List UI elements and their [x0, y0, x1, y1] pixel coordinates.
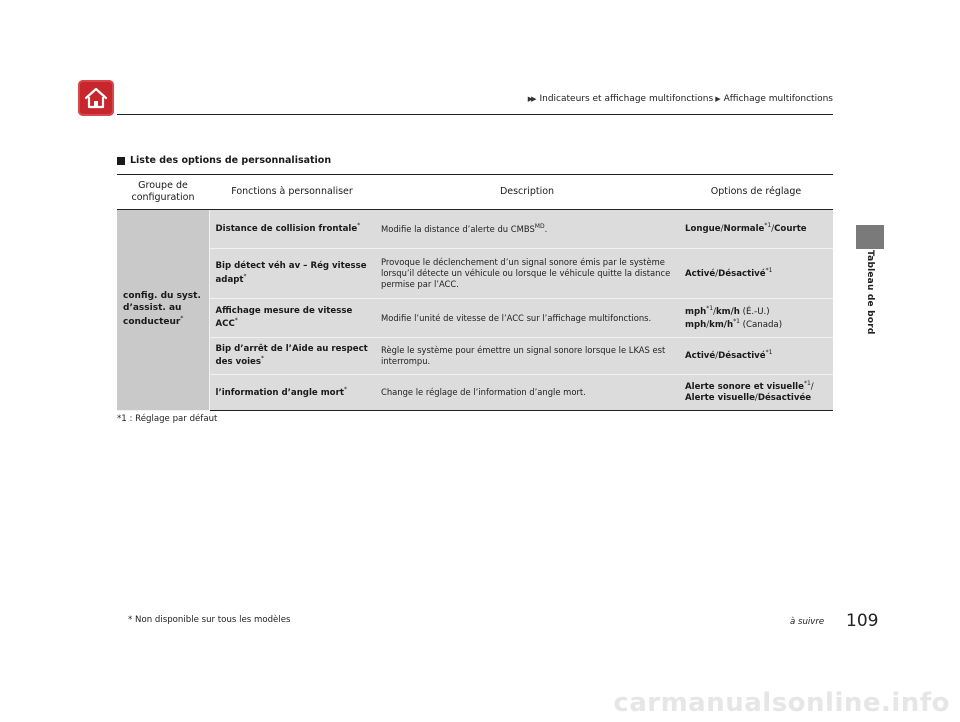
description-cell: Modifie l’unité de vitesse de l’ACC sur l’affichage multifonctions.	[375, 299, 679, 338]
column-header: Description	[375, 175, 679, 210]
side-section-label: Tableau de bord	[865, 250, 875, 335]
table-row	[117, 375, 833, 411]
option-text: Activé	[685, 268, 716, 279]
continued-label: à suivre	[790, 617, 825, 627]
option-text: Longue	[685, 224, 721, 235]
option-text: /	[715, 351, 719, 362]
option-text: (Canada)	[739, 319, 783, 330]
function-cell: l’information d’angle mort*	[209, 375, 375, 411]
watermark-text: carmanualsonline.info	[613, 688, 950, 718]
header-rule	[117, 114, 833, 115]
option-text: /	[706, 319, 710, 330]
table-row	[117, 299, 833, 338]
options-cell	[679, 338, 833, 375]
home-icon	[83, 86, 109, 110]
option-text: Désactivé	[718, 351, 766, 362]
table-header-row	[117, 175, 833, 210]
option-text: /	[713, 306, 716, 317]
default-marker: *1	[733, 318, 740, 325]
section-title-text: Liste des options de personnalisation	[130, 155, 332, 166]
option-text: /	[771, 224, 775, 235]
availability-note: * Non disponible sur tous les modèles	[128, 615, 291, 625]
breadcrumb	[528, 94, 833, 104]
column-header: Fonctions à personnaliser	[209, 175, 375, 210]
option-text: km/h	[715, 306, 740, 317]
option-text: Activé	[685, 351, 716, 362]
function-cell: Bip d’arrêt de l’Aide au respect des voies*	[209, 338, 375, 375]
description-cell: Modifie la distance d’alerte du $CMBS^{MD}$.	[375, 210, 679, 249]
breadcrumb-item[interactable]: Indicateurs et affichage multifonctions	[539, 94, 714, 104]
default-marker: *1	[803, 380, 811, 388]
table-row	[117, 338, 833, 375]
column-header: Groupe de configuration	[117, 175, 209, 210]
asterisk: *	[243, 272, 247, 280]
option-text: km/h	[709, 319, 734, 330]
breadcrumb-arrow-icon: ▶▶	[527, 95, 535, 103]
options-cell	[679, 249, 833, 299]
function-cell: Affichage mesure de vitesse ACC*	[209, 299, 375, 338]
options-table	[117, 174, 833, 411]
asterisk: *	[260, 355, 264, 363]
option-text: Désactivée	[757, 393, 812, 404]
option-text: /	[754, 393, 758, 404]
default-marker: *1	[764, 222, 772, 230]
group-cell	[117, 210, 209, 411]
option-text: Normale	[723, 224, 765, 235]
asterisk: *	[180, 314, 184, 322]
function-cell: Bip détect véh av – Rég vitesse adapt*	[209, 249, 375, 299]
option-text: Alerte sonore et visuelle	[685, 382, 804, 393]
option-text: Désactivé	[718, 268, 766, 279]
group-label: config. du syst. d’assist. au conducteur	[123, 291, 201, 327]
options-cell	[679, 210, 833, 249]
default-marker: *1	[765, 266, 773, 274]
breadcrumb-arrow-icon: ▶	[715, 95, 719, 103]
column-header: Options de réglage	[679, 175, 833, 210]
table-row	[117, 210, 833, 249]
page-number: 109	[846, 611, 879, 631]
square-bullet-icon	[117, 157, 125, 165]
description-cell: Règle le système pour émettre un signal sonore lorsque le LKAS est interrompu.	[375, 338, 679, 375]
trademark-mark: MD	[534, 223, 545, 231]
option-text: mph	[685, 306, 707, 317]
table-row	[117, 249, 833, 299]
asterisk: *	[357, 222, 361, 230]
default-marker: *1	[765, 349, 773, 357]
options-cell	[679, 375, 833, 411]
description-cell: Provoque le déclenchement d’un signal sonore émis par le système lorsqu’il détecte un véhicule ou lorsque le véhicule quitte la distance permise par l’ACC.	[375, 249, 679, 299]
options-cell	[679, 299, 833, 338]
option-text: /	[810, 382, 814, 393]
option-text: /	[715, 268, 719, 279]
asterisk: *	[234, 317, 238, 325]
option-text: (É.-U.)	[739, 306, 770, 317]
option-text: Alerte visuelle	[685, 393, 755, 404]
side-tab-marker	[856, 225, 884, 249]
description-cell: Change le réglage de l’information d’angle mort.	[375, 375, 679, 411]
footnote-default: *1 : Réglage par défaut	[117, 414, 218, 424]
option-text: /	[720, 224, 724, 235]
default-marker: *1	[706, 304, 714, 312]
function-cell: Distance de collision frontale*	[209, 210, 375, 249]
section-title	[117, 155, 331, 166]
asterisk: *	[343, 385, 347, 393]
breadcrumb-item[interactable]: Affichage multifonctions	[723, 94, 833, 104]
option-text: Courte	[774, 224, 807, 235]
option-text: mph	[685, 319, 707, 330]
home-button[interactable]	[78, 80, 114, 116]
